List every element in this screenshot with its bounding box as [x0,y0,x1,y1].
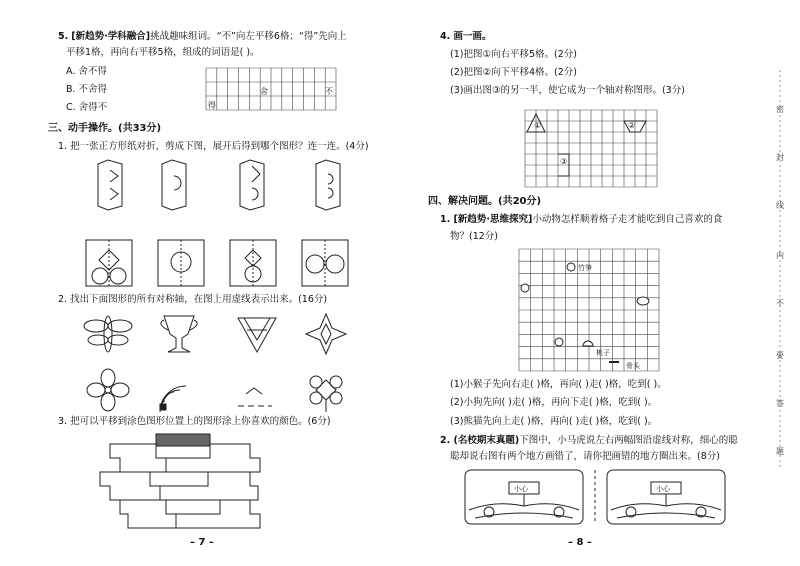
section-4-title: 四、解决问题。(共20分) [428,196,542,207]
q4-item-3: (3)画出图③的另一半，使它成为一个轴对称图形。(3分) [450,85,685,96]
sign-right: 小心 [656,485,670,493]
shape-label-1: ① [534,121,542,130]
sec4-q1-line1: 1. [新趋势·思维探究]小动物怎样顺着格子走才能吃到自己喜欢的食 [440,214,723,225]
drawing-grid [525,110,657,187]
margin-char-5: 不 [776,299,784,308]
margin-char-7: 答 [776,399,784,408]
sec3-q2: 2. 找出下面图形的所有对称轴，在图上用虚线表示出来。(16分) [58,294,328,305]
q4-title: 4. 画一画。 [440,31,492,42]
section-3-title: 三、动手操作。(共33分) [48,123,162,134]
margin-char-4: 内 [776,251,784,260]
shape-label-3: ③ [560,157,568,166]
symmetry-figures-row1 [86,312,356,356]
grid-char-de: 得 [208,101,216,110]
sec4-q2-line2: 聪却说右图有两个地方画错了，请你把画错的地方圈出来。(8分) [450,451,720,462]
answer-line-3: (3)熊猫先向上走( )格，再向( )走( )格，吃到( )。 [450,416,658,427]
margin-char-8: 题 [776,447,784,456]
symmetry-figures-row2 [86,368,356,412]
answer-line-1: (1)小猴子先向右走( )格，再向( )走( )格，吃到( )。 [450,379,667,390]
margin-char-1: 密 [776,105,784,114]
word-grid [206,68,336,110]
sec3-q1: 1. 把一张正方形纸对折，剪成下图，展开后得到哪个图形？连一连。(4分) [58,141,369,152]
answer-line-2: (2)小狗先向( )走( )格，再向下走( )格，吃到( )。 [450,397,658,408]
shape-label-2: ② [628,121,636,130]
margin-char-3: 线 [776,201,784,210]
page-number-left: – 7 – [190,537,214,548]
page-number-right: – 8 – [568,537,592,548]
sign-left: 小心 [514,485,528,493]
unfolded-squares [86,240,386,286]
q5-option-a: A. 舍不得 [66,66,107,77]
map-label-peach: 桃子 [596,349,610,357]
map-label-bone: 骨头 [626,362,640,370]
sec3-q3: 3. 把可以平移到涂色图形位置上的图形涂上你喜欢的颜色。(6分) [58,416,331,427]
grid-char-she: 舍 [260,87,268,96]
q5-option-b: B. 不舍得 [66,84,108,95]
q5-line2: 平移1格，再向右平移5格，组成的词语是( )。 [66,47,260,58]
binding-margin-line [778,70,788,470]
grid-char-bu: 不 [325,87,333,96]
q4-item-2: (2)把图②向下平移4格。(2分) [450,67,577,78]
map-label-bamboo: 竹笋 [578,264,592,272]
sec4-q1-line2: 物？(12分) [450,231,499,242]
tessellation-puzzle [100,434,270,534]
q5-line1: 5. [新趋势·学科融合]挑战趣味组词。“不”向左平移6格；“得”先向上 [58,31,347,42]
q4-item-1: (1)把图①向右平移5格。(2分) [450,49,577,60]
sec4-q2-line1: 2. (名校期末真题)下图中，小马虎说左右两幅图沿虚线对称，细心的聪 [440,435,738,446]
folded-shapes [98,160,398,210]
margin-char-6: 要 [776,351,784,360]
mirror-pictures [465,470,735,524]
q5-option-c: C. 舍得不 [66,102,108,113]
margin-char-2: 封 [776,153,784,162]
